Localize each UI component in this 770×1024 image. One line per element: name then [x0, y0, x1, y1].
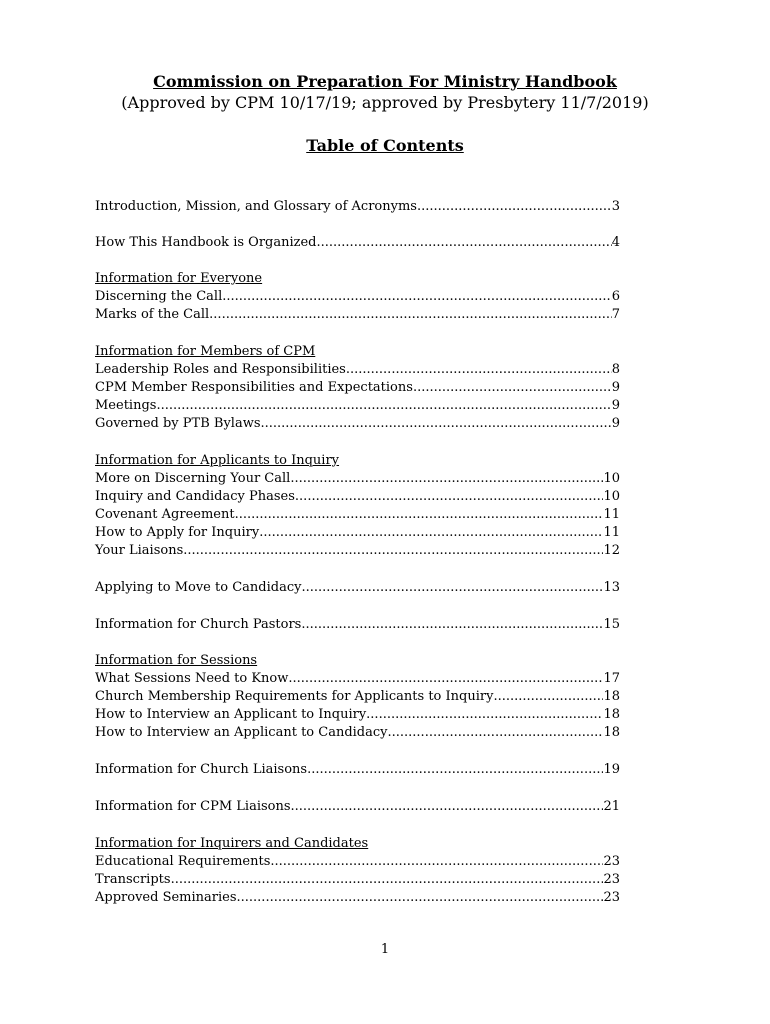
section-label-members: Information for Members of CPM	[95, 344, 316, 359]
toc-entry: Transcripts ..... 23	[95, 871, 620, 889]
toc-entry: Marks of the Call ..... 7	[95, 306, 620, 324]
toc-entry: Your Liaisons ..... 12	[95, 542, 620, 560]
toc-entry: More on Discerning Your Call ..... 10	[95, 470, 620, 488]
toc-entry: Governed by PTB Bylaws ..... 9	[95, 415, 620, 433]
toc-entry: Applying to Move to Candidacy ..... 13	[95, 579, 620, 597]
toc-entry: How to Interview an Applicant to Candidacy ..... 18	[95, 724, 620, 742]
toc-entry: Information for Church Liaisons ..... 19	[95, 761, 620, 779]
toc-entry: Covenant Agreement ..... 11	[95, 506, 620, 524]
toc-entry: Discerning the Call ..... 6	[95, 288, 620, 306]
toc-heading: Table of Contents	[306, 136, 464, 155]
section-label-applicants: Information for Applicants to Inquiry	[95, 453, 340, 468]
document-title: Commission on Preparation For Ministry Handbook	[153, 72, 617, 91]
section-label-sessions: Information for Sessions	[95, 653, 258, 668]
toc-entry: How to Interview an Applicant to Inquiry ..... 18	[95, 706, 620, 724]
toc-entry: Meetings ..... 9	[95, 397, 620, 415]
document-header	[0, 72, 770, 114]
section-label-inquirers: Information for Inquirers and Candidates	[95, 836, 369, 851]
toc-entry: Leadership Roles and Responsibilities ..... 8	[95, 361, 620, 379]
toc-entry: What Sessions Need to Know ..... 17	[95, 670, 620, 688]
toc-entry: Information for CPM Liaisons ..... 21	[95, 798, 620, 816]
toc-entry: How This Handbook is Organized ..... 4	[95, 234, 620, 252]
toc-entry: Educational Requirements ..... 23	[95, 853, 620, 871]
toc-entry: How to Apply for Inquiry ..... 11	[95, 524, 620, 542]
toc-entry: Inquiry and Candidacy Phases ..... 10	[95, 488, 620, 506]
toc-entry: Introduction, Mission, and Glossary of Acronyms ..... 3	[95, 198, 620, 216]
approval-note: (Approved by CPM 10/17/19; approved by Presbytery 11/7/2019)	[121, 93, 649, 112]
section-label-everyone: Information for Everyone	[95, 271, 263, 286]
toc-entry: Approved Seminaries ..... 23	[95, 889, 620, 907]
toc-entry: Information for Church Pastors ..... 15	[95, 616, 620, 634]
page-number: 1	[380, 942, 390, 957]
toc-entry: CPM Member Responsibilities and Expectations ..... 9	[95, 379, 620, 397]
toc-entry: Church Membership Requirements for Applicants to Inquiry ..... 18	[95, 688, 620, 706]
